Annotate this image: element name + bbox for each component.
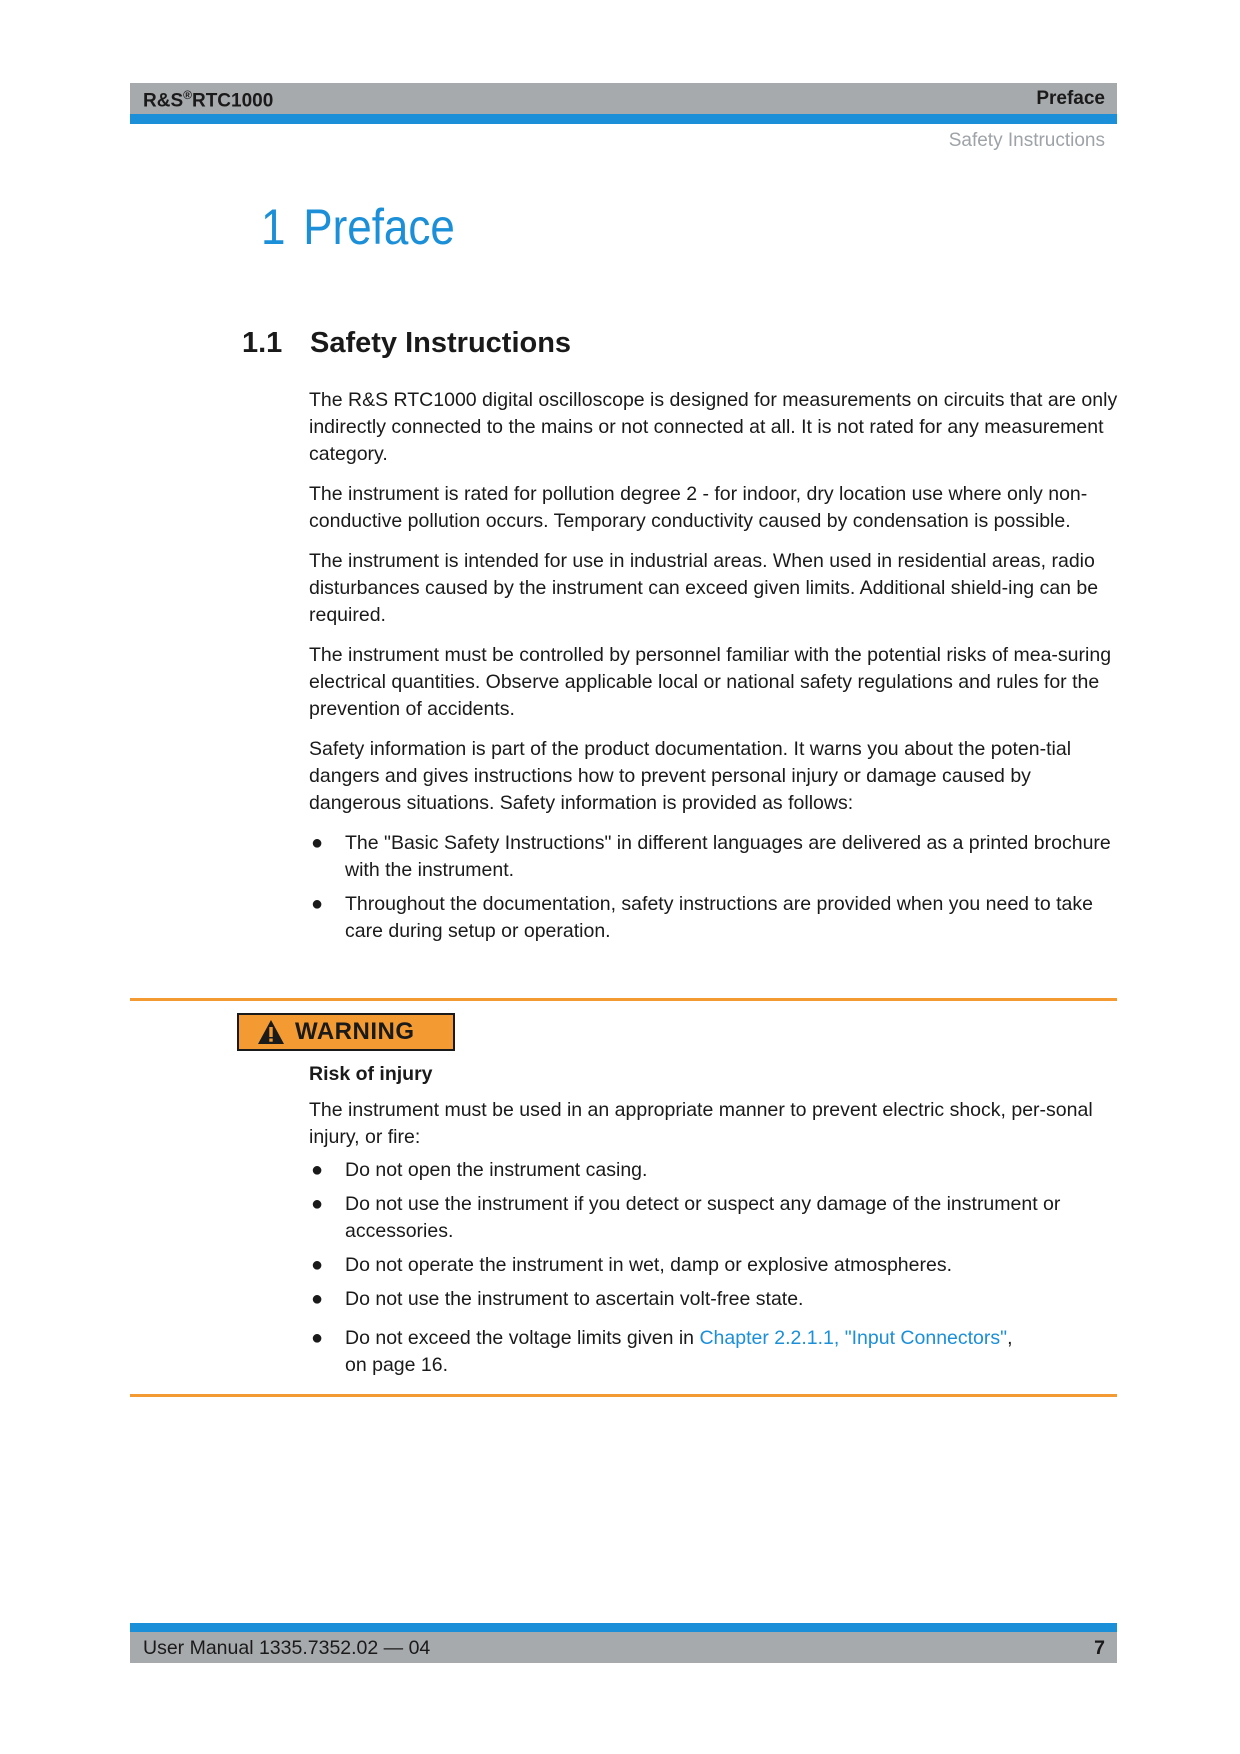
section-heading [242, 327, 571, 360]
chapter-number: 1 [261, 199, 286, 255]
list-item: ● Do not use the instrument to ascertain volt-free state. [309, 1286, 1119, 1313]
paragraph: The instrument is intended for use in industrial areas. When used in residential areas, radio disturbances caused by the instrument can exceed given limits. Additional shield-ing can be required. [309, 550, 1099, 626]
chapter-cross-reference-link[interactable]: Chapter 2.2.1.1, "Input Connectors" [699, 1327, 1008, 1349]
header-bar [130, 83, 1117, 114]
list-item: ● Do not use the instrument if you detect or suspect any damage of the instrument or accessories. [311, 1193, 1061, 1242]
warning-content [309, 1061, 1119, 1386]
paragraph: The instrument must be controlled by personnel familiar with the potential risks of mea-suring electrical quantities. Observe applicable local or national safety regulations and rules for the prevention of accidents. [309, 644, 1112, 720]
footer-page-number: 7 [1094, 1637, 1105, 1659]
bullet-icon: ● [311, 1159, 324, 1181]
info-bullet-list [309, 830, 1119, 945]
warning-intro: The instrument must be used in an appropriate manner to prevent electric shock, per-sonal injury, or fire: [309, 1099, 1093, 1148]
section-title: Safety Instructions [310, 327, 572, 359]
warning-triangle-icon [257, 1019, 285, 1045]
warning-badge [237, 1013, 455, 1051]
body-text [309, 387, 1119, 952]
header-chapter-title: Preface [1036, 88, 1105, 109]
header-section-title: Safety Instructions [948, 130, 1105, 151]
warning-title: Risk of injury [309, 1063, 433, 1085]
bullet-icon: ● [311, 1327, 324, 1349]
footer-manual-id: User Manual 1335.7352.02 — 04 [143, 1637, 431, 1659]
warning-top-rule [130, 998, 1117, 1001]
list-item: ● Do not operate the instrument in wet, damp or explosive atmospheres. [309, 1252, 1119, 1279]
bullet-icon: ● [311, 1288, 324, 1310]
bullet-icon: ● [311, 832, 324, 854]
bullet-icon: ● [311, 1193, 324, 1215]
paragraph: The instrument is rated for pollution degree 2 - for indoor, dry location use where only non-conductive pollution occurs. Temporary conductivity caused by condensation is possible. [309, 483, 1088, 532]
list-item: ● Do not exceed the voltage limits given in Chapter 2.2.1.1, "Input Connectors", on page 16. [311, 1327, 1013, 1376]
chapter-heading [261, 198, 455, 256]
warning-label: WARNING [295, 1018, 415, 1045]
paragraph: The R&S RTC1000 digital oscilloscope is designed for measurements on circuits that are only indirectly connected to the mains or not connected at all. It is not rated for any measurement category. [309, 389, 1118, 465]
footer-accent-line [130, 1623, 1117, 1632]
list-item: ● Do not open the instrument casing. [309, 1157, 1119, 1184]
header-product-name: R&S®RTC1000 [143, 88, 274, 112]
paragraph: Safety information is part of the product documentation. It warns you about the poten-tial dangers and gives instructions how to prevent personal injury or damage caused by dangerous situations. Safety information is provided as follows: [309, 738, 1072, 814]
list-item: ● The "Basic Safety Instructions" in different languages are delivered as a printed brochure with the instrument. [311, 832, 1111, 881]
warning-bullet-list [309, 1157, 1119, 1379]
list-item: ● Throughout the documentation, safety instructions are provided when you need to take care during setup or operation. [311, 893, 1093, 942]
header-accent-line [130, 114, 1117, 124]
section-number: 1.1 [242, 327, 283, 359]
bullet-icon: ● [311, 893, 324, 915]
bullet-icon: ● [311, 1254, 324, 1276]
chapter-title: Preface [303, 199, 455, 255]
warning-bottom-rule [130, 1394, 1117, 1397]
